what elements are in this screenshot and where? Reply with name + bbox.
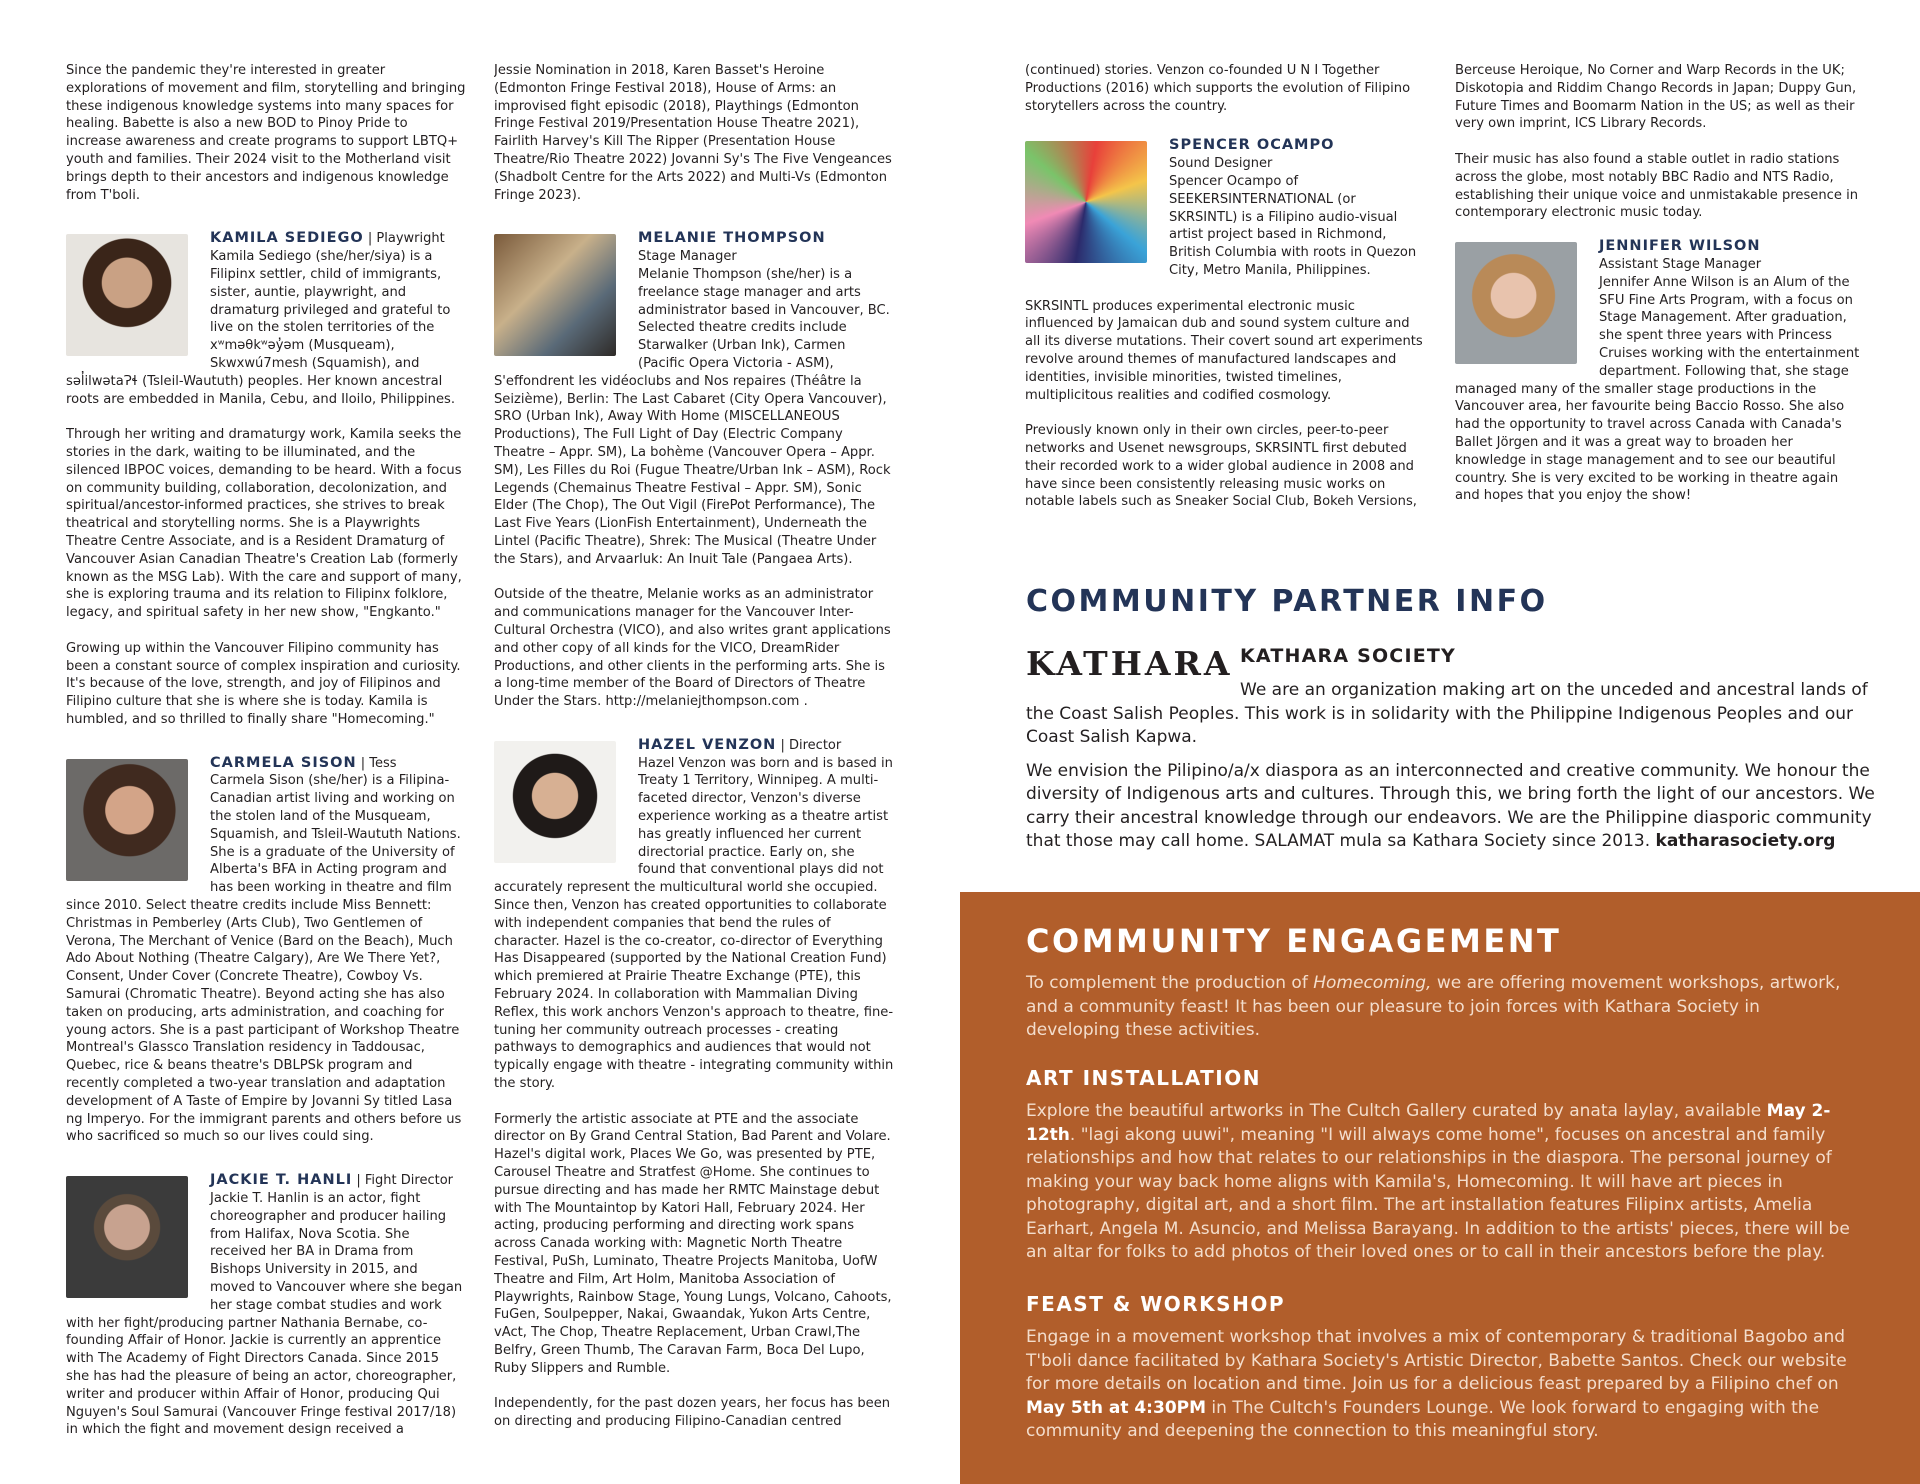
feast-workshop-title: FEAST & WORKSHOP [1026, 1292, 1285, 1316]
bio-paragraph: Formerly the artistic associate at PTE and the associate director on By Grand Central Station, Bad Parent and Volare. Hazel's digital work, Places We Go, was presented by PTE, Carousel Theatre and Stratfest @Home. She continues to pursue directing and has made her RMTC Mainstage debut with The Mountaintop by Katori Hall, February 2024. Her acting, producing performing and directing work spans across Canada working with: Magnetic North Theatre Festival, PuSh, Luminato, Theatre Projects Manitoba, UofW Theatre and Film, Art Holm, Manitoba Association of Playwrights, Rainbow Stage, Young Lungs, Volcano, Cahoots, FuGen, Soulpepper, Nakai, Gwaandak, Yukon Arts Centre, vAct, The Chop, Theatre Replacement, Urban Crawl,The Belfry, Green Thumb, The Caravan Farm, Boca Del Lupo, Ruby Slippers and Rumble. [494, 1111, 892, 1376]
headshot-photo [66, 759, 188, 881]
headshot-photo [66, 234, 188, 356]
bio-name: SPENCER OCAMPO [1169, 137, 1335, 154]
bio-paragraph: Growing up within the Vancouver Filipino community has been a constant source of complex inspiration and curiosity. It's because of the love, strength, and joy of Filipinos and Filipino culture that she is where she is today. Kamila is humbled, and so thrilled to finally share "Homecoming." [66, 640, 461, 727]
bio-role: | Director [780, 737, 842, 753]
bio-paragraph: Spencer Ocampo of SEEKERSINTERNATIONAL (or SKRSINTL) is a Filipino audio-visual artist project based in Richmond, British Columbia with roots in Quezon City, Metro Manila, Philippines. [1169, 173, 1417, 278]
bio-spencer-ocampo [1025, 137, 1425, 511]
bio-name: HAZEL VENZON [638, 736, 777, 753]
headshot-photo [494, 234, 616, 356]
bio-paragraph: Through her writing and dramaturgy work, Kamila seeks the stories in the dark, waiting to be illuminated, and the silenced IBPOC voices, demanding to be heard. With a focus on community building, collaboration, decolonization, and spiritual/ancestor-informed practices, she strives to break theatrical and storytelling norms. She is a Playwrights Theatre Centre Associate, and is a Resident Dramaturg of Vancouver Asian Canadian Theatre's Creation Lab (formerly known as the MSG Lab). With the care and support of many, she is exploring trauma and its relation to Filipinx folklore, legacy, and spiritual safety in her new show, "Engkanto." [66, 427, 462, 621]
bio-name: JENNIFER WILSON [1599, 238, 1761, 255]
bio-jennifer-wilson [1455, 238, 1860, 505]
community-partner-title: COMMUNITY PARTNER INFO [1026, 584, 1548, 619]
bio-paragraph: Previously known only in their own circles, peer-to-peer networks and Usenet newsgroups, SKRSINTL first debuted their recorded work to a wider global audience in 2008 and have since been consistently releasing music works on notable labels such as Sneaker Social Club, Bokeh Versions, [1025, 423, 1417, 510]
bio-name: JACKIE T. HANLI [210, 1172, 353, 1189]
continued-text: Berceuse Heroique, No Corner and Warp Records in the UK; Diskotopia and Riddim Chango Records in Japan; Duppy Gun, Future Times and Boomarm Nation in the US; as well as their very own imprint, ICS Library Records. [1455, 63, 1857, 132]
continued-text: Their music has also found a stable outlet in radio stations across the globe, most notably BBC Radio and NTS Radio, establishing their unique voice and unmistakable presence in contemporary electronic music today. [1455, 151, 1859, 221]
bio-role: Sound Designer [1169, 156, 1273, 172]
bio-hazel-venzon [494, 737, 894, 1431]
bio-role: Stage Manager [638, 249, 737, 265]
bio-paragraph: Carmela Sison (she/her) is a Filipina-Canadian artist living and working on the stolen land of the Musqueam, Squamish, and Tsleil-Waututh Nations. She is a graduate of the University of Alberta's BFA in Acting program and has been working in theatre and film since 2010. Select theatre credits include Miss Bennett: Christmas in Pemberley (Arts Club), Two Gentlemen of Verona, The Merchant of Venice (Bard on the Beach), Much Ado About Nothing (Theatre Calgary), Are We There Yet?, Consent, Under Cover (Concrete Theatre), Cowboy Vs. Samurai (Chromatic Theatre). Beyond acting she has also taken on producing, arts administration, and coaching for young actors. She is a past participant of Workshop Theatre Montreal's Glassco Translation residency in Taddousac, Quebec, rice & beans theatre's DBLPSk program and recently completed a two-year translation and adaptation development of A Taste of Empire by Jovanni Sy titled Lasa ng Imperyo. For the immigrant parents and others before us who sacrificed so much so our lives could sing. [66, 773, 462, 1145]
bio-name: KAMILA SEDIEGO [210, 230, 364, 247]
bio-paragraph: Outside of the theatre, Melanie works as an administrator and communications manager for the Vancouver Inter-Cultural Orchestra (VICO), and also writes grant applications and other copy of all kinds for the VICO, DreamRider Productions, and other clients in the performing arts. She is a long-time member of the Board of Directors of Theatre Under the Stars. http://melaniejthompson.com . [494, 587, 891, 710]
headshot-photo [1455, 242, 1577, 364]
art-installation-title: ART INSTALLATION [1026, 1066, 1261, 1090]
partner-name: KATHARA SOCIETY [1240, 645, 1457, 667]
bio-role: | Tess [360, 755, 397, 771]
bio-paragraph: Hazel Venzon was born and is based in Treaty 1 Territory, Winnipeg. A multi-faceted director, Venzon's diverse experience working as a theatre artist has greatly influenced her current directorial practice. Early on, she found that conventional plays did not accurately represent the multicultural world she occupied. Since then, Venzon has created opportunities to collaborate with independent companies that bend the rules of character. Hazel is the co-creator, co-director of Everything Has Disappeared (supported by the National Creation Fund) which premiered at Prairie Theatre Exchange (PTE), this February 2024. In collaboration with Mammalian Diving Reflex, this work anchors Venzon's approach to theatre, fine-tuning her community outreach processes - creating pathways to demographics and audiences that would not typically engage with theatre - integrating community within the story. [494, 755, 894, 1092]
column-1 [66, 62, 466, 1482]
column-3 [1025, 62, 1425, 582]
continued-text: Since the pandemic they're interested in greater explorations of movement and film, storytelling and bringing these indigenous knowledge systems into many spaces for healing. Babette is also a new BOD to Pinoy Pride to increase awareness and create programs to support LBTQ+ youth and families. Their 2024 visit to the Motherland visit brings depth to their ancestors and indigenous knowledge from T'boli. [66, 63, 466, 203]
bio-paragraph: Independently, for the past dozen years, her focus has been on directing and producing Filipino-Canadian centred [494, 1396, 891, 1430]
partner-paragraph: We are an organization making art on the unceded and ancestral lands of the Coast Salish Peoples. This work is in solidarity with the Philippine Indigenous Peoples and our Coast Salish Kapwa. [1026, 680, 1868, 747]
bio-carmela-sison [66, 755, 466, 1147]
engagement-intro: To complement the production of Homecoming, we are offering movement workshops, artwork, and a community feast! It has been our pleasure to join forces with Kathara Society in developing these activities. [1026, 973, 1841, 1040]
bio-paragraph: Jackie T. Hanlin is an actor, fight choreographer and producer hailing from Halifax, Nova Scotia. She received her BA in Drama from Bishops University in 2015, and moved to Vancouver where she began her stage combat studies and work with her fight/producing partner Nathania Bernabe, co-founding Affair of Honor. Jackie is currently an apprentice with The Academy of Fight Directors Canada. Since 2015 she has had the pleasure of being an actor, choreographer, writer and producer within Affair of Honor, producing Qui Nguyen's Soul Samurai (Vancouver Fringe festival 2017/18) in which the fight and movement design received a [66, 1191, 463, 1438]
continued-text: (continued) stories. Venzon co-founded U N I Together Productions (2016) which supports the evolution of Filipino storytellers across the country. [1025, 63, 1411, 114]
bio-paragraph: Jennifer Anne Wilson is an Alum of the SFU Fine Arts Program, with a focus on Stage Management. After graduation, she spent three years with Princess Cruises working with the entertainment department. Following that, she stage managed many of the smaller stage productions in the Vancouver area, her favourite being Baccio Rosso. She also had the opportunity to travel across Canada with Canada's Ballet Jörgen and it was a great way to broaden her knowledge in stage management and to see our beautiful country. She is very excited to be working in theatre again and hopes that you enjoy the show! [1455, 274, 1860, 504]
bio-paragraph: SKRSINTL produces experimental electronic music influenced by Jamaican dub and sound system culture and all its diverse mutations. Their covert sound art experiments revolve around themes of manufactured landscapes and identities, invisible minorities, twisted timelines, multiplicitous realities and codified cosmology. [1025, 298, 1423, 403]
partner-website-link[interactable]: katharasociety.org [1655, 831, 1836, 851]
bio-role: Assistant Stage Manager [1599, 256, 1762, 272]
partner-description [1026, 679, 1876, 854]
column-4 [1455, 62, 1860, 582]
bio-paragraph: Melanie Thompson (she/her) is a freelance stage manager and arts administrator based in Vancouver, BC. Selected theatre credits include Starwalker (Urban Ink), Carmen (Pacific Opera Victoria - ASM), S'effondrent les vidéoclubs and Nos repaires (Théâtre la Seizième), Berlin: The Last Cabaret (City Opera Vancouver), SRO (Urban Ink), Away With Home (MISCELLANEOUS Productions), The Full Light of Day (Electric Company Theatre – Appr. SM), La bohème (Vancouver Opera – Appr. SM), Les Filles du Roi (Fugue Theatre/Urban Ink – ASM), Rock Legends (Chemainus Theatre Festival – Appr. SM), Sonic Elder (The Chop), The Out Vigil (FirePot Performance), The Last Five Years (LionFish Entertainment), Underneath the Lintel (Pacific Theatre), Shrek: The Musical (Theatre Under the Stars), and Arvaarluk: An Inuit Tale (Pangaea Arts). [494, 266, 891, 567]
bio-paragraph: Kamila Sediego (she/her/siya) is a Filipinx settler, child of immigrants, sister, auntie, playwright, and dramaturg privileged and grateful to live on the stolen territories of the xʷməθkʷəy̓əm (Musqueam), Skwxwú7mesh (Squamish), and səl̓ilwətaɁɬ (Tsleil-Waututh) peoples. Her known ancestral roots are embedded in Manila, Cebu, and Iloilo, Philippines. [66, 249, 456, 407]
headshot-photo [66, 1176, 188, 1298]
partner-paragraph: We envision the Pilipino/a/x diaspora as an interconnected and creative community. We honour the diversity of Indigenous arts and cultures. Through this, we bring forth the light of our ancestors. We carry their ancestral knowledge through our endeavors. We are the Philippine diasporic community that those may call home. SALAMAT mula sa Kathara Society since 2013. katharasociety.org [1026, 760, 1875, 851]
bio-name: CARMELA SISON [210, 754, 357, 771]
bio-jackie-hanli [66, 1172, 466, 1439]
bio-name: MELANIE THOMPSON [638, 230, 826, 247]
bio-role: | Playwright [367, 231, 445, 247]
artwork-photo [1025, 141, 1147, 263]
kathara-logo: KATHARA [1026, 644, 1233, 683]
feast-date: May 5th at 4:30PM [1026, 1397, 1207, 1418]
feast-workshop-text: Engage in a movement workshop that involves a mix of contemporary & traditional Bagobo and T'boli dance facilitated by Kathara Society's Artistic Director, Babette Santos. Check our website for more details on location and time. Join us for a delicious feast prepared by a Filipino chef on May 5th at 4:30PM in The Cultch's Founders Lounge. We look forward to engaging with the community and deepening the connection to this meaningful story. [1026, 1327, 1847, 1441]
bio-role: | Fight Director [356, 1173, 453, 1189]
art-dates: May 2-12th [1026, 1101, 1831, 1145]
bio-kamila-sediego [66, 230, 466, 728]
headshot-photo [494, 741, 616, 863]
art-installation-text: Explore the beautiful artworks in The Cultch Gallery curated by anata laylay, available May 2-12th. "lagi akong uuwi", meaning "I will always come home", focuses on ancestral and family relationships and how that relates to our relationships in the diaspora. The personal journey of making your way back home aligns with Kamila's, Homecoming. It will have art pieces in photography, digital art, and a short film. The art installation features Filipinx artists, Amelia Earhart, Angela M. Asuncio, and Melissa Barayang. In addition to the artists' pieces, there will be an altar for folks to add photos of their loved ones or to call in their ancestors before the play. [1026, 1101, 1850, 1262]
bio-melanie-thompson [494, 230, 894, 711]
continued-text: Jessie Nomination in 2018, Karen Basset's Heroine (Edmonton Fringe Festival 2018), House of Arms: an improvised fight episodic (2018), Playthings (Edmonton Fringe Festival 2019/Presentation House Theatre 2021), Fairlith Harvey's Kill The Ripper (Presentation House Theatre/Rio Theatre 2022) Jovanni Sy's The Five Vengeances (Shadbolt Centre for the Arts 2022) and Multi-Vs (Edmonton Fringe 2023). [494, 63, 892, 203]
community-engagement-title: COMMUNITY ENGAGEMENT [1026, 922, 1562, 960]
community-engagement-panel [960, 892, 1920, 1484]
column-2 [494, 62, 894, 1482]
